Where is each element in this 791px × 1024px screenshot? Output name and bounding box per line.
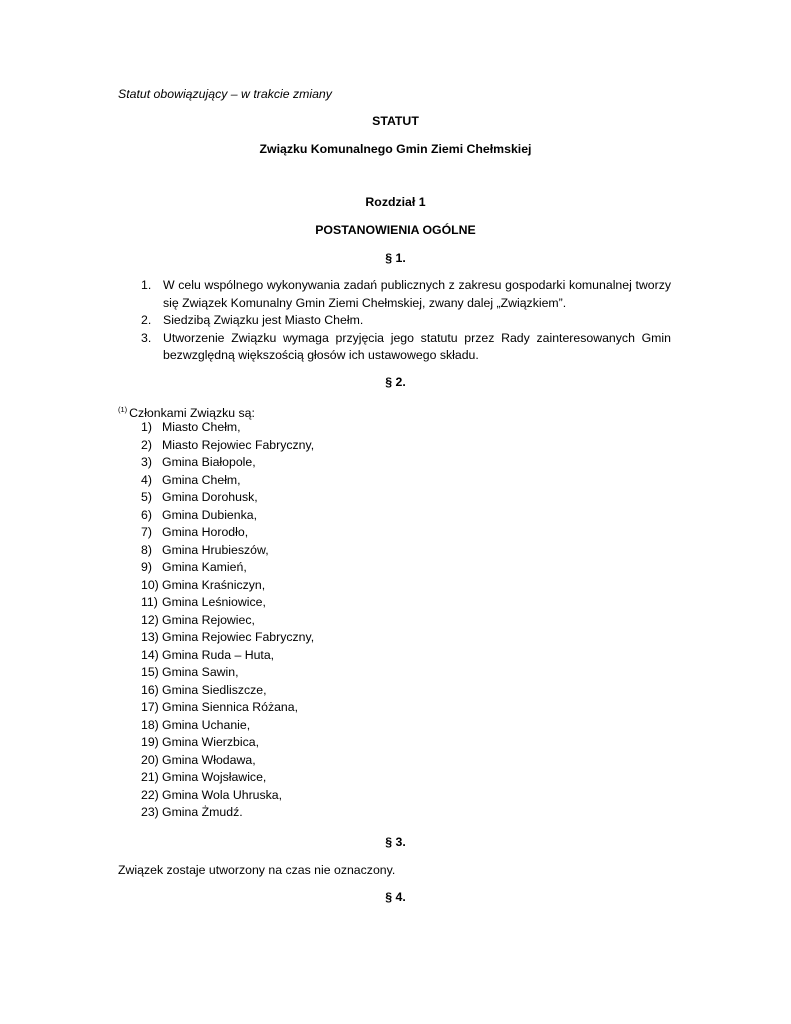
member-name: Gmina Siedliszcze,: [162, 682, 267, 697]
item-text: Utworzenie Związku wymaga przyjęcia jego statutu przez Rady zainteresowanych Gmin bezwzględną większością głosów ich ustawowego składu.: [163, 330, 671, 362]
member-name: Gmina Wierzbica,: [162, 735, 260, 749]
member-number: 6): [141, 507, 152, 522]
member-number: 20): [141, 752, 159, 767]
member-list-item: [141, 542, 314, 560]
member-list-item: [141, 664, 314, 682]
item-number: 1.: [141, 278, 152, 292]
member-list-item: [141, 437, 314, 455]
document-subtitle: Związku Komunalnego Gmin Ziemi Chełmskiej: [259, 142, 532, 156]
member-name: Gmina Rejowiec Fabryczny,: [162, 630, 315, 644]
member-name: Gmina Kamień,: [162, 560, 247, 574]
member-number: 14): [141, 647, 159, 662]
member-number: 21): [141, 770, 159, 784]
member-name: Gmina Horodło,: [162, 525, 249, 539]
member-name: Gmina Wola Uhruska,: [162, 787, 283, 802]
member-list-item: [141, 699, 314, 717]
section-2-mark: § 2.: [385, 375, 406, 389]
member-number: 23): [141, 805, 159, 819]
member-name: Gmina Białopole,: [162, 455, 256, 469]
member-name: Gmina Sawin,: [162, 665, 239, 679]
member-number: 11): [141, 595, 158, 609]
member-number: 9): [141, 560, 152, 574]
item-text: W celu wspólnego wykonywania zadań publicznych z zakresu gospodarki komunalnej tworzy się Związek Komunalny Gmin Ziemi Chełmskiej, zwany dalej „Związkiem”.: [163, 278, 671, 310]
member-number: 7): [141, 525, 152, 539]
member-number: 15): [141, 665, 159, 679]
section-3-text: Związek zostaje utworzony na czas nie oznaczony.: [118, 863, 396, 877]
member-list-item: [141, 804, 314, 822]
member-list-item: [141, 682, 314, 700]
member-number: 19): [141, 735, 159, 749]
members-intro-text: Członkami Związku są:: [129, 406, 255, 420]
member-list-item: [141, 472, 314, 490]
member-name: Gmina Siennica Różana,: [162, 700, 299, 714]
list-item: [141, 330, 671, 365]
member-number: 12): [141, 612, 159, 627]
member-name: Gmina Dorohusk,: [162, 490, 258, 504]
member-list-item: [141, 559, 314, 577]
member-list-item: [141, 734, 314, 752]
member-list-item: [141, 769, 314, 787]
member-name: Miasto Chełm,: [162, 420, 241, 434]
footnote-marker: (1): [118, 405, 128, 414]
member-list-item: [141, 612, 314, 630]
member-name: Gmina Żmudź.: [162, 805, 243, 819]
member-number: 16): [141, 682, 159, 697]
member-list-item: [141, 489, 314, 507]
status-note: Statut obowiązujący – w trakcie zmiany: [118, 87, 332, 101]
item-number: 2.: [141, 313, 152, 327]
member-name: Gmina Kraśniczyn,: [162, 577, 266, 592]
member-name: Gmina Chełm,: [162, 472, 241, 487]
member-name: Gmina Dubienka,: [162, 507, 258, 522]
member-number: 13): [141, 630, 159, 644]
member-list-item: [141, 419, 314, 437]
member-number: 5): [141, 490, 152, 504]
section-3-mark: § 3.: [385, 835, 406, 849]
member-number: 8): [141, 542, 152, 557]
member-number: 22): [141, 787, 159, 802]
member-list-item: [141, 752, 314, 770]
section-1-list: [141, 277, 671, 365]
member-number: 3): [141, 455, 152, 469]
member-list-item: [141, 717, 314, 735]
member-name: Miasto Rejowiec Fabryczny,: [162, 437, 315, 452]
member-number: 2): [141, 437, 152, 452]
list-item: [141, 277, 671, 312]
member-name: Gmina Ruda – Huta,: [162, 647, 275, 662]
list-item: [141, 312, 671, 330]
member-list-item: [141, 647, 314, 665]
member-number: 4): [141, 472, 152, 487]
member-name: Gmina Rejowiec,: [162, 612, 255, 627]
member-list-item: [141, 507, 314, 525]
members-list: [141, 419, 314, 822]
member-name: Gmina Uchanie,: [162, 717, 251, 732]
member-number: 1): [141, 420, 152, 434]
member-list-item: [141, 787, 314, 805]
document-title: STATUT: [372, 114, 419, 128]
member-list-item: [141, 524, 314, 542]
member-list-item: [141, 594, 314, 612]
member-number: 18): [141, 717, 159, 732]
member-list-item: [141, 629, 314, 647]
member-name: Gmina Hrubieszów,: [162, 542, 269, 557]
item-text: Siedzibą Związku jest Miasto Chełm.: [163, 313, 364, 327]
section-1-mark: § 1.: [385, 251, 406, 265]
member-number: 10): [141, 577, 159, 592]
member-name: Gmina Włodawa,: [162, 752, 256, 767]
member-list-item: [141, 454, 314, 472]
member-name: Gmina Leśniowice,: [162, 595, 266, 609]
member-name: Gmina Wojsławice,: [162, 770, 267, 784]
chapter-label: Rozdział 1: [365, 195, 426, 209]
section-4-mark: § 4.: [385, 890, 406, 904]
member-number: 17): [141, 700, 159, 714]
item-number: 3.: [141, 330, 152, 345]
member-list-item: [141, 577, 314, 595]
chapter-name: POSTANOWIENIA OGÓLNE: [315, 223, 476, 237]
